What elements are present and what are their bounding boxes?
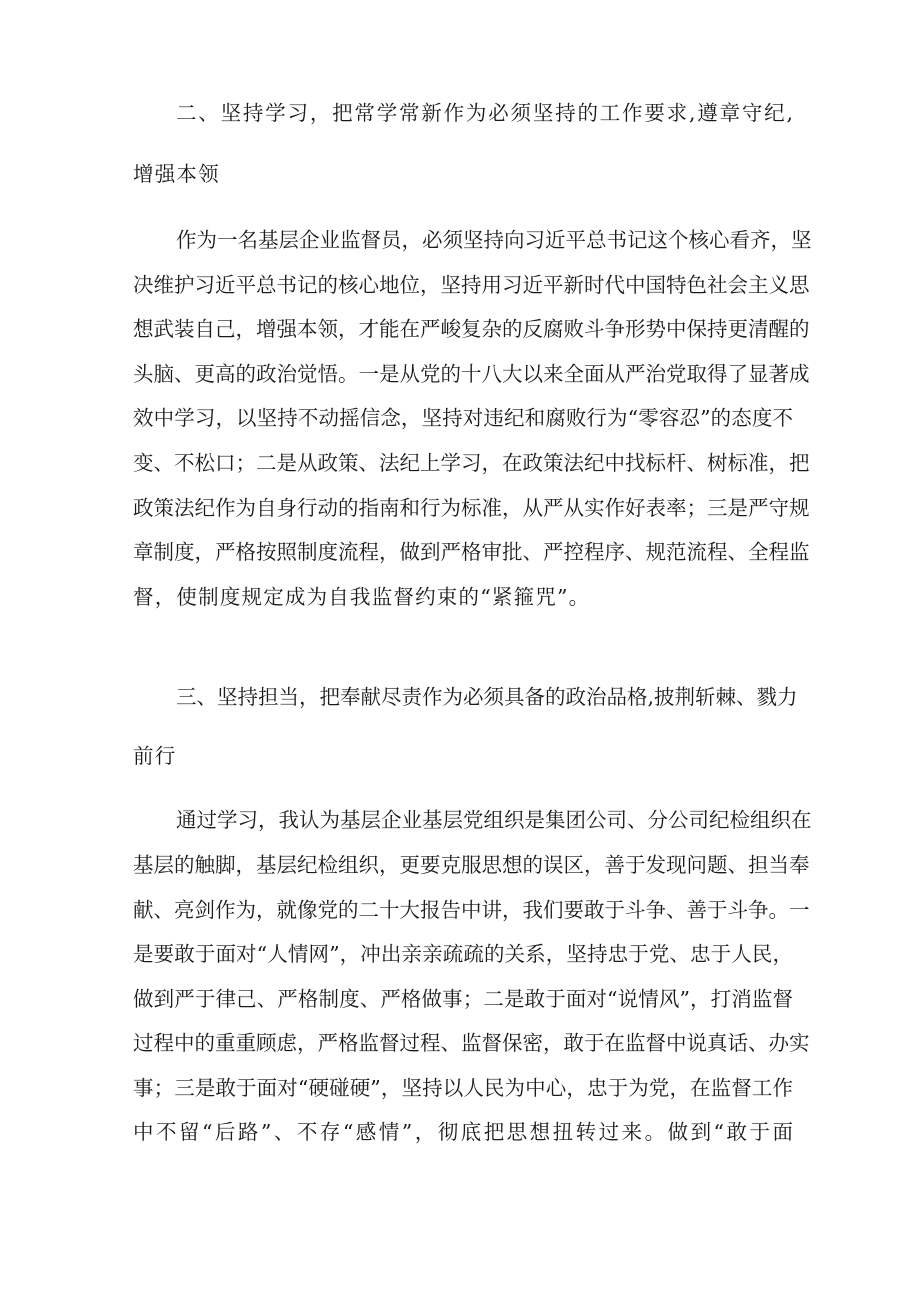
- section-3-body-line: 是要敢于面对“人情网”，冲出亲亲疏疏的关系，坚持忠于党、忠于人民，: [133, 942, 793, 966]
- section-2-body-line: 效中学习，以坚持不动摇信念，坚持对违纪和腐败行为“零容忍”的态度不: [133, 406, 793, 430]
- section-3-heading-line-2: 前行: [133, 744, 177, 768]
- section-2-heading-line-1: 二、坚持学习，把常学常新作为必须坚持的工作要求,遵章守纪,: [176, 101, 793, 125]
- section-2-body-line: 督，使制度规定成为自我监督约束的“紧箍咒”。: [133, 585, 591, 609]
- section-2-body-line: 决维护习近平总书记的核心地位，坚持用习近平新时代中国特色社会主义思: [133, 273, 810, 297]
- section-3-body-line: 事；三是敢于面对“硬碰硬”，坚持以人民为中心，忠于为党，在监督工作: [133, 1076, 793, 1100]
- section-2-body-line: 变、不松口；二是从政策、法纪上学习，在政策法纪中找标杆、树标准，把: [133, 451, 810, 475]
- section-3-body-line: 过程中的重重顾虑，严格监督过程、监督保密，敢于在监督中说真话、办实: [133, 1031, 810, 1055]
- section-2-body-line: 头脑、更高的政治觉悟。一是从党的十八大以来全面从严治党取得了显著成: [133, 362, 810, 386]
- section-3-body-line: 基层的触脚，基层纪检组织，更要克服思想的误区，善于发现问题、担当奉: [133, 853, 810, 877]
- section-3-body-line: 献、亮剑作为，就像党的二十大报告中讲，我们要敢于斗争、善于斗争。一: [133, 898, 810, 922]
- section-3-body-line: 做到严于律己、严格制度、严格做事；二是敢于面对“说情风”，打消监督: [133, 987, 793, 1011]
- section-3-body-line: 通过学习，我认为基层企业基层党组织是集团公司、分公司纪检组织在: [176, 808, 812, 832]
- section-3-heading-line-1: 三、坚持担当，把奉献尽责作为必须具备的政治品格,披荆斩棘、戮力: [176, 685, 798, 709]
- section-2-body-line: 想武装自己，增强本领，才能在严峻复杂的反腐败斗争形势中保持更清醒的: [133, 317, 810, 341]
- section-3-body-line: 中不留“后路”、不存“感情”，彻底把思想扭转过来。做到“敢于面: [133, 1120, 793, 1144]
- section-2-body-line: 政策法纪作为自身行动的指南和行为标准，从严从实作好表率；三是严守规: [133, 496, 810, 520]
- section-2-body-line: 作为一名基层企业监督员，必须坚持向习近平总书记这个核心看齐，坚: [176, 228, 812, 252]
- section-2-heading-line-2: 增强本领: [133, 162, 220, 186]
- section-2-body-line: 章制度，严格按照制度流程，做到严格审批、严控程序、规范流程、全程监: [133, 540, 810, 564]
